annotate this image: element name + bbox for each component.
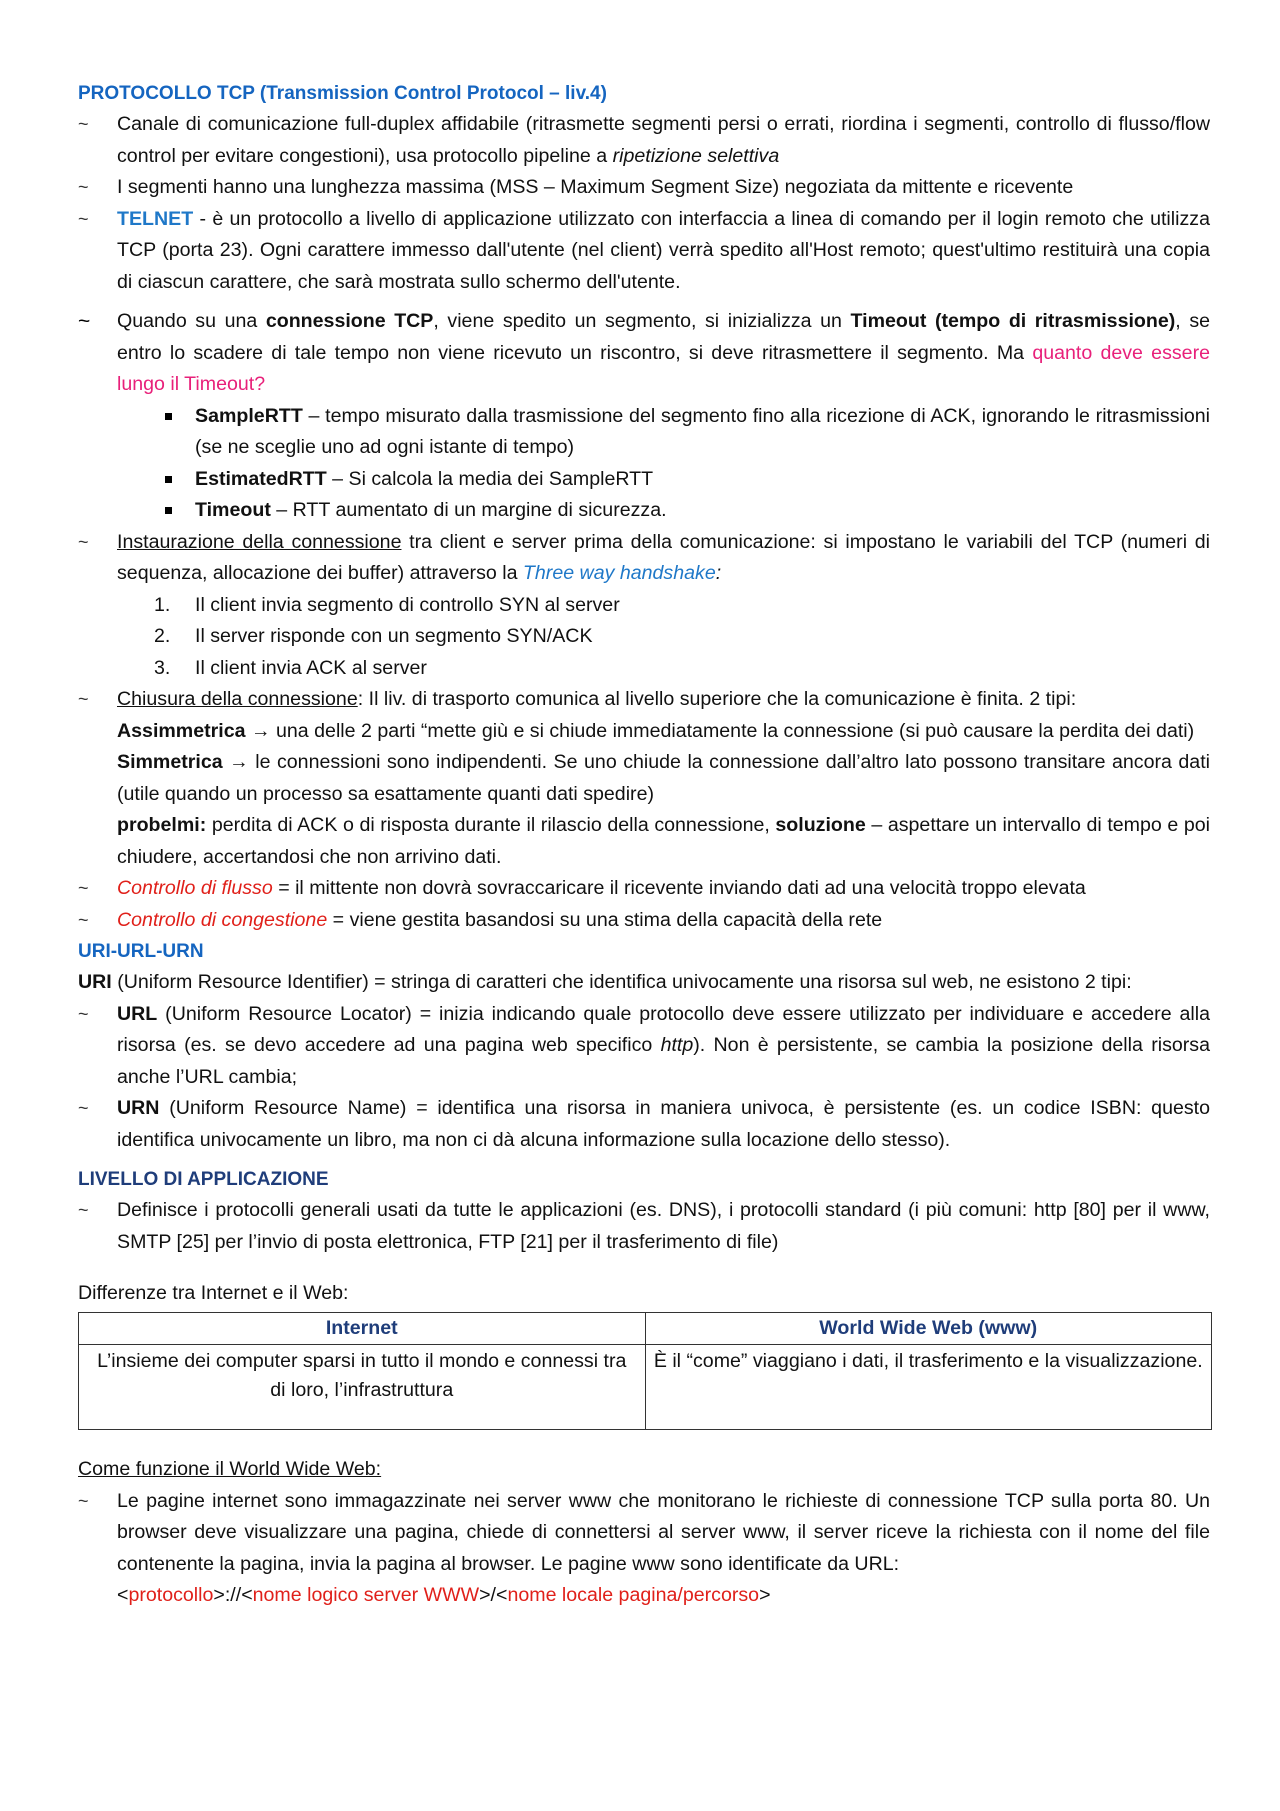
text: >://<: [213, 1584, 253, 1606]
tilde-bullet-icon: ~: [78, 1490, 89, 1511]
section-title-applicazione: LIVELLO DI APPLICAZIONE: [78, 1169, 329, 1190]
text-underline: Instaurazione della connessione: [117, 530, 402, 553]
text: Canale di comunicazione full-duplex affidabile (ritrasmette segmenti persi o errati, riordina i segmenti, controllo di flusso/flow control per evitare congestioni), usa protocollo pipeline a: [117, 113, 1210, 167]
table-cell-internet: L’insieme dei computer sparsi in tutto il mondo e connessi tra di loro, l’infrastruttura: [79, 1345, 646, 1430]
text: :: [715, 562, 722, 584]
text-italic: http: [660, 1034, 694, 1056]
subbullet-timeout: [78, 495, 1210, 527]
document-page: [78, 78, 1210, 1612]
text-bold: URN: [117, 1097, 160, 1119]
section-title-uri: URI-URL-URN: [78, 941, 204, 962]
text-underline: Chiusura della connessione: [117, 688, 358, 710]
table-header-internet: Internet: [79, 1312, 646, 1345]
text: – tempo misurato dalla trasmissione del segmento fino alla ricezione di ACK, ignorando le ritrasmissioni (se ne sceglie uno ad ogni istante di tempo): [195, 404, 1210, 458]
tilde-bullet-icon: ~: [78, 1098, 89, 1118]
bullet-come-funziona: [78, 1486, 1210, 1581]
telnet-term: TELNET: [117, 207, 194, 230]
text: - è un protocollo a livello di applicazione utilizzato con interfaccia a linea di comando per il login remoto che utilizza TCP (porta 23). Ogni carattere immesso dall'utente (nel client) verrà spedito all'Host remoto; quest'ultimo restituirà una copia di ciascun carattere, che sarà mostrata sullo schermo dell'utente.: [117, 207, 1210, 293]
chiusura-problemi: [78, 810, 1210, 873]
text-bold: SampleRTT: [195, 404, 303, 427]
square-bullet-icon: [165, 507, 172, 514]
chiusura-simmetrica: [78, 747, 1210, 810]
tilde-bullet-icon: ~: [78, 114, 89, 134]
text: → le connessioni sono indipendenti. Se uno chiude la connessione dall’altro lato possono transitare ancora dati (utile quando un processo sa esattamente quanti dati spedire): [117, 751, 1210, 805]
text-bold: Timeout (tempo di ritrasmissione): [850, 310, 1176, 332]
text: : Il liv. di trasporto comunica al livello superiore che la comunicazione è finita. 2 tipi:: [357, 688, 1077, 710]
bullet-full-duplex: [78, 109, 1210, 172]
text: >: [759, 1584, 771, 1606]
text-bold: soluzione: [775, 814, 866, 836]
term-red: Controllo di flusso: [117, 877, 273, 899]
table-cell-www: È il “come” viaggiano i dati, il trasferimento e la visualizzazione.: [645, 1345, 1212, 1430]
text: Definisce i protocolli generali usati da tutte le applicazioni (es. DNS), i protocolli standard (i più comuni: http [80] per il www, SMTP [25] per l’invio di posta elettronica, FTP [21] per il trasferimento di file): [117, 1199, 1210, 1253]
text-bold: URL: [117, 1002, 158, 1025]
table-header-www: World Wide Web (www): [645, 1312, 1212, 1345]
tilde-bullet-icon: ~: [78, 689, 89, 709]
square-bullet-icon: [165, 476, 172, 483]
text: – RTT aumentato di un margine di sicurezza.: [270, 499, 667, 521]
internet-web-table: [78, 1312, 1212, 1431]
text: tra client e server prima della comunicazione: si impostano le variabili del TCP (numeri di sequenza, allocazione dei buffer) attraverso la: [117, 530, 1210, 584]
url-path: nome locale pagina/percorso: [507, 1584, 760, 1606]
step-2: [78, 621, 1210, 653]
url-server: nome logico server WWW: [252, 1584, 480, 1606]
text: ). Non è persistente, se cambia la posizione della risorsa anche l’URL cambia;: [117, 1034, 1210, 1088]
section-title-tcp: PROTOCOLLO TCP (Transmission Control Protocol – liv.4): [78, 83, 607, 104]
text: = viene gestita basandosi su una stima della capacità della rete: [327, 908, 883, 931]
text: Il server risponde con un segmento SYN/ACK: [195, 625, 593, 647]
text: (Uniform Resource Identifier) = stringa di caratteri che identifica univocamente una risorsa sul web, ne esistono 2 tipi:: [111, 971, 1132, 993]
text: – aspettare un intervallo di tempo e poi chiudere, accertandosi che non arrivino dati.: [117, 814, 1210, 868]
step-number: 1.: [154, 593, 171, 616]
come-funziona-label: [78, 1454, 1210, 1486]
tilde-bullet-icon: ~: [78, 177, 89, 197]
text-italic: ripetizione selettiva: [612, 144, 780, 167]
bullet-controllo-flusso: [78, 873, 1210, 905]
tilde-bullet-icon: ~: [78, 878, 89, 898]
text-bold: Simmetrica: [117, 751, 223, 773]
step-3: [78, 653, 1210, 685]
bullet-chiusura: [78, 684, 1210, 716]
question-highlight: quanto deve essere lungo il Timeout?: [117, 341, 1210, 395]
differenze-label: Differenze tra Internet e il Web:: [78, 1282, 349, 1304]
text: (Uniform Resource Name) = identifica una risorsa in maniera univoca, è persistente (es. un codice ISBN: questo identifica univocamente un libro, ma non ci dà alcuna informazione sulla locazione dello stesso).: [117, 1097, 1210, 1151]
text-bold: Timeout: [195, 499, 271, 521]
subbullet-samplertt: [78, 401, 1210, 464]
tilde-bullet-icon: ~: [78, 208, 89, 229]
text: I segmenti hanno una lunghezza massima (MSS – Maximum Segment Size) negoziata da mittente e ricevente: [117, 176, 1074, 198]
term-red: Controllo di congestione: [117, 908, 328, 931]
tilde-bullet-icon: ~: [78, 310, 91, 333]
subbullet-estimatedrtt: [78, 464, 1210, 496]
bullet-url: [78, 999, 1210, 1094]
text-bold: EstimatedRTT: [195, 467, 327, 490]
text: , viene spedito un segmento, si inizializza un: [433, 310, 851, 332]
text-bold: probelmi:: [117, 814, 207, 836]
tilde-bullet-icon: ~: [78, 909, 89, 930]
bullet-instaurazione: [78, 527, 1210, 590]
text: >/<: [479, 1584, 508, 1606]
text: Quando su una: [117, 310, 266, 332]
bullet-controllo-congestione: [78, 905, 1210, 937]
tilde-bullet-icon: ~: [78, 1200, 89, 1220]
bullet-telnet: [78, 204, 1210, 299]
square-bullet-icon: [165, 413, 172, 420]
url-protocol: protocollo: [128, 1584, 214, 1606]
text: → una delle 2 parti “mette giù e si chiude immediatamente la connessione (si può causare la perdita dei dati): [245, 719, 1195, 742]
step-number: 3.: [154, 656, 171, 679]
chiusura-asimmetrica: [78, 716, 1210, 748]
bullet-urn: [78, 1093, 1210, 1156]
bullet-timeout: [78, 306, 1210, 401]
text: Il client invia segmento di controllo SYN al server: [195, 593, 620, 616]
text: <: [117, 1584, 129, 1606]
tilde-bullet-icon: ~: [78, 531, 89, 552]
text-underline: Come funzione il World Wide Web:: [78, 1458, 382, 1480]
text-bold: connessione TCP: [265, 310, 434, 332]
text: = il mittente non dovrà sovraccaricare il ricevente inviando dati ad una velocità troppo elevata: [272, 877, 1086, 899]
text: – Si calcola la media dei SampleRTT: [326, 467, 654, 490]
text: Le pagine internet sono immagazzinate nei server www che monitorano le richieste di connessione TCP sulla porta 80. Un browser deve visualizzare una pagina, chiede di connettersi al server www, il server riceve la richiesta con il nome del file contenente la pagina, invia la pagina al browser. Le pagine www sono identificate da URL:: [117, 1489, 1210, 1575]
step-1: [78, 590, 1210, 622]
url-format: [78, 1580, 1210, 1612]
bullet-protocolli: [78, 1195, 1210, 1258]
handshake-term: Three way handshake: [522, 562, 716, 584]
text: , se entro lo scadere di tale tempo non viene ricevuto un riscontro, si deve ritrasmettere il segmento. Ma: [117, 310, 1211, 364]
uri-intro: [78, 967, 1210, 999]
text-bold: URI: [78, 971, 112, 993]
bullet-mss: [78, 172, 1210, 204]
text: Il client invia ACK al server: [195, 656, 427, 679]
text: (Uniform Resource Locator) = inizia indicando quale protocollo deve essere utilizzato per individuare e accedere alla risorsa (es. se devo accedere ad una pagina web specifico: [117, 1002, 1210, 1056]
step-number: 2.: [154, 625, 171, 647]
text-bold: Assimmetrica: [117, 719, 246, 742]
text: perdita di ACK o di risposta durante il rilascio della connessione,: [206, 814, 776, 836]
tilde-bullet-icon: ~: [78, 1003, 89, 1024]
